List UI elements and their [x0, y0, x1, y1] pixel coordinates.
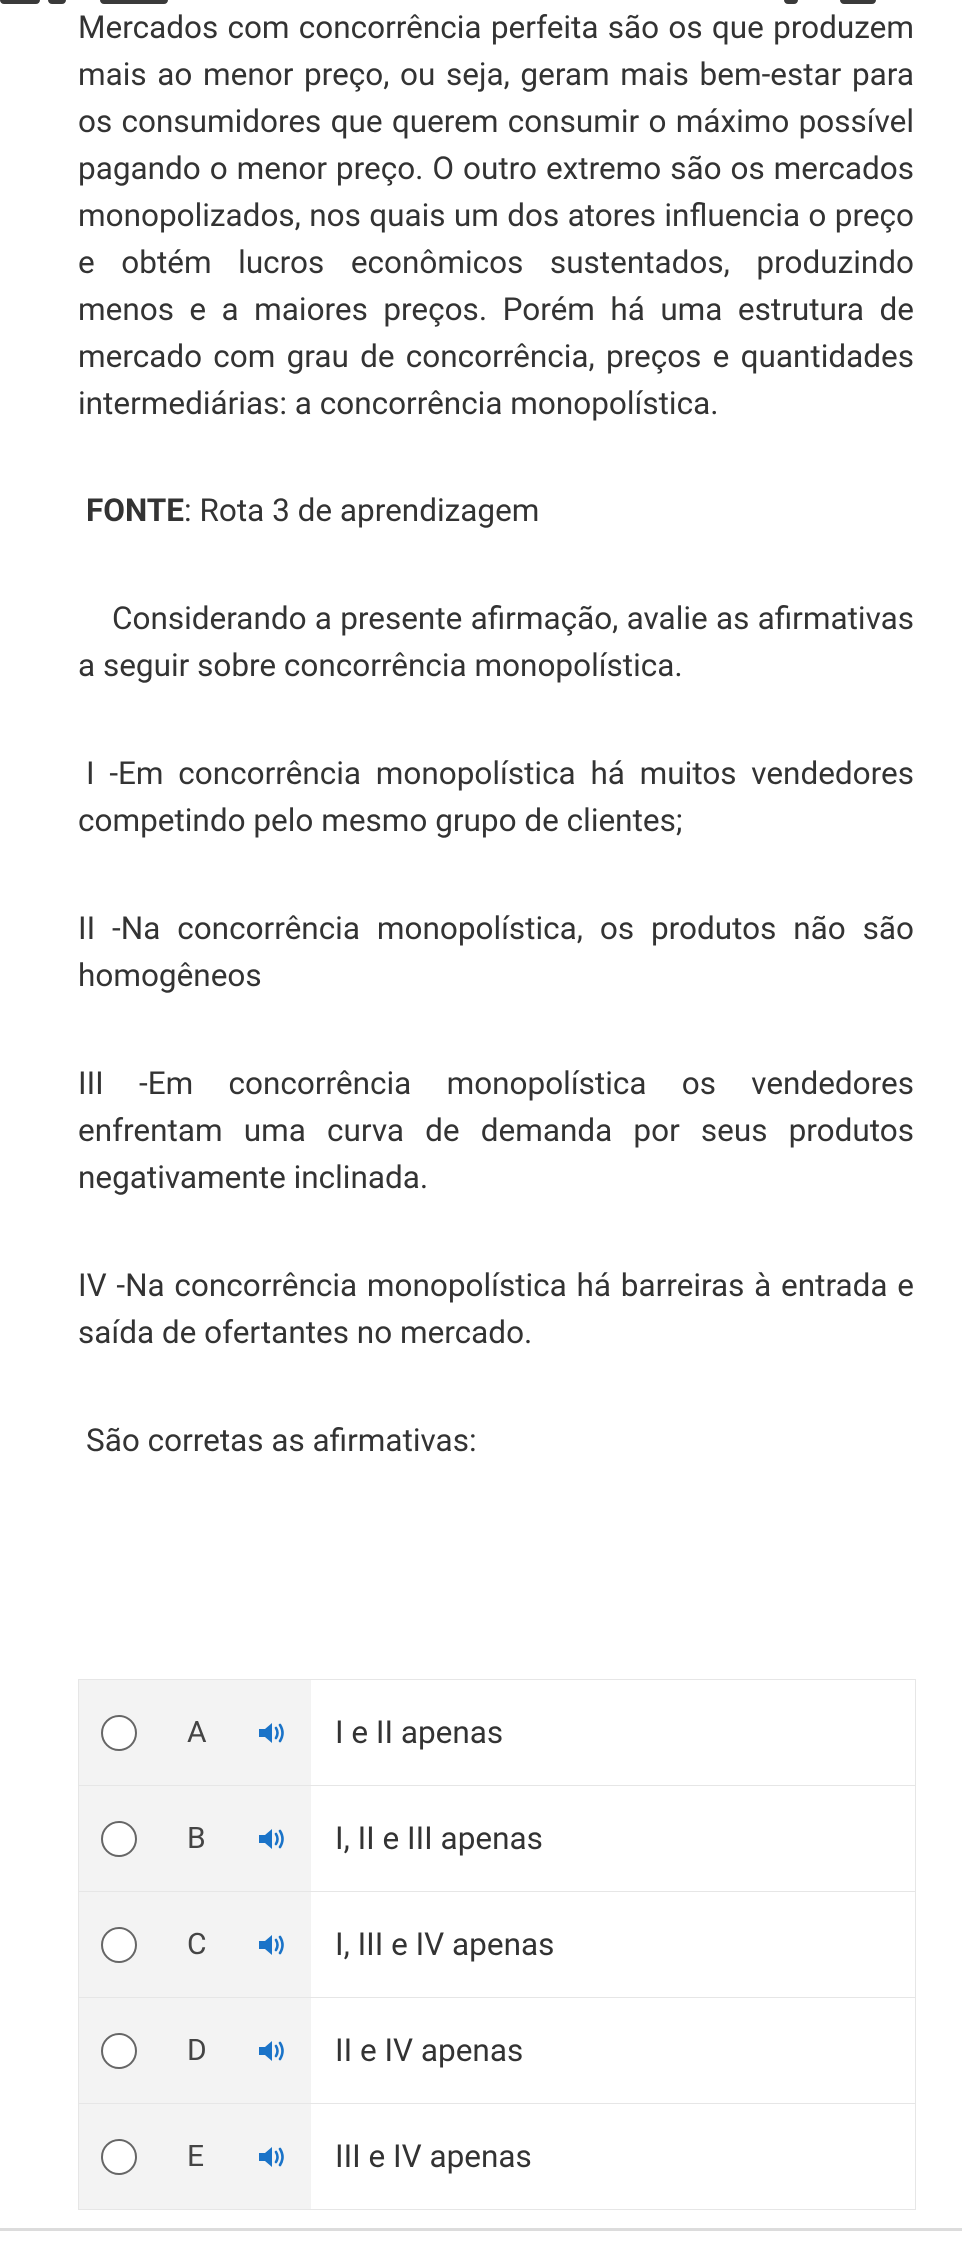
radio-button[interactable] [101, 1821, 137, 1857]
source-label: FONTE [86, 492, 185, 529]
option-text[interactable]: I e II apenas [311, 1680, 915, 1785]
option-letter: C [187, 1927, 207, 1962]
option-letter: A [187, 1715, 207, 1750]
statement-4: IV -Na concorrência monopolística há barreiras à entrada e saída de ofertantes no mercado. [78, 1267, 914, 1351]
question-consider: Considerando a presente afirmação, avalie as afirmativas a seguir sobre concorrência monopolística. [78, 600, 914, 684]
question-intro: Mercados com concorrência perfeita são os que produzem mais ao menor preço, ou seja, geram mais bem-estar para os consumidores que querem consumir o máximo possível pagando o menor preço. O outro extremo são os mercados monopolizados, nos quais um dos atores influencia o preço e obtém lucros econômicos sustentados, produzindo menos e a maiores preços. Porém há uma estrutura de mercado com grau de concorrência, preços e quantidades intermediárias: a concorrência monopolística. [78, 9, 914, 422]
option-letter: B [187, 1821, 206, 1856]
option-text[interactable]: I, II e III apenas [311, 1786, 915, 1891]
speaker-icon[interactable] [257, 1825, 291, 1853]
answer-options [78, 1679, 916, 2210]
radio-button[interactable] [101, 1927, 137, 1963]
radio-button[interactable] [101, 1715, 137, 1751]
option-controls [79, 1680, 311, 1785]
option-letter: E [187, 2139, 205, 2174]
source-text: : Rota 3 de aprendizagem [184, 492, 540, 529]
radio-button[interactable] [101, 2033, 137, 2069]
option-letter: D [187, 2033, 207, 2068]
statement-3: III -Em concorrência monopolística os vendedores enfrentam uma curva de demanda por seus produtos negativamente inclinada. [78, 1065, 914, 1196]
option-controls [79, 2104, 311, 2209]
speaker-icon[interactable] [257, 1719, 291, 1747]
option-e[interactable] [79, 2104, 915, 2209]
header-fragment [48, 0, 66, 4]
option-controls [79, 1892, 311, 1997]
option-b[interactable] [79, 1786, 915, 1892]
statement-1: I -Em concorrência monopolística há muitos vendedores competindo pelo mesmo grupo de clientes; [78, 755, 914, 839]
speaker-icon[interactable] [257, 2037, 291, 2065]
option-controls [79, 1786, 311, 1891]
radio-button[interactable] [101, 2139, 137, 2175]
speaker-icon[interactable] [257, 1931, 291, 1959]
option-a[interactable] [79, 1680, 915, 1786]
option-text[interactable]: I, III e IV apenas [311, 1892, 915, 1997]
speaker-icon[interactable] [257, 2143, 291, 2171]
header-fragment [0, 0, 40, 4]
option-text[interactable]: III e IV apenas [311, 2104, 915, 2209]
option-c[interactable] [79, 1892, 915, 1998]
option-d[interactable] [79, 1998, 915, 2104]
bottom-divider [0, 2228, 962, 2231]
question-body [78, 4, 914, 1464]
option-text[interactable]: II e IV apenas [311, 1998, 915, 2103]
question-source [78, 487, 914, 534]
question-prompt: São corretas as afirmativas: [86, 1422, 477, 1459]
option-controls [79, 1998, 311, 2103]
statement-2: II -Na concorrência monopolística, os produtos não são homogêneos [78, 910, 914, 994]
